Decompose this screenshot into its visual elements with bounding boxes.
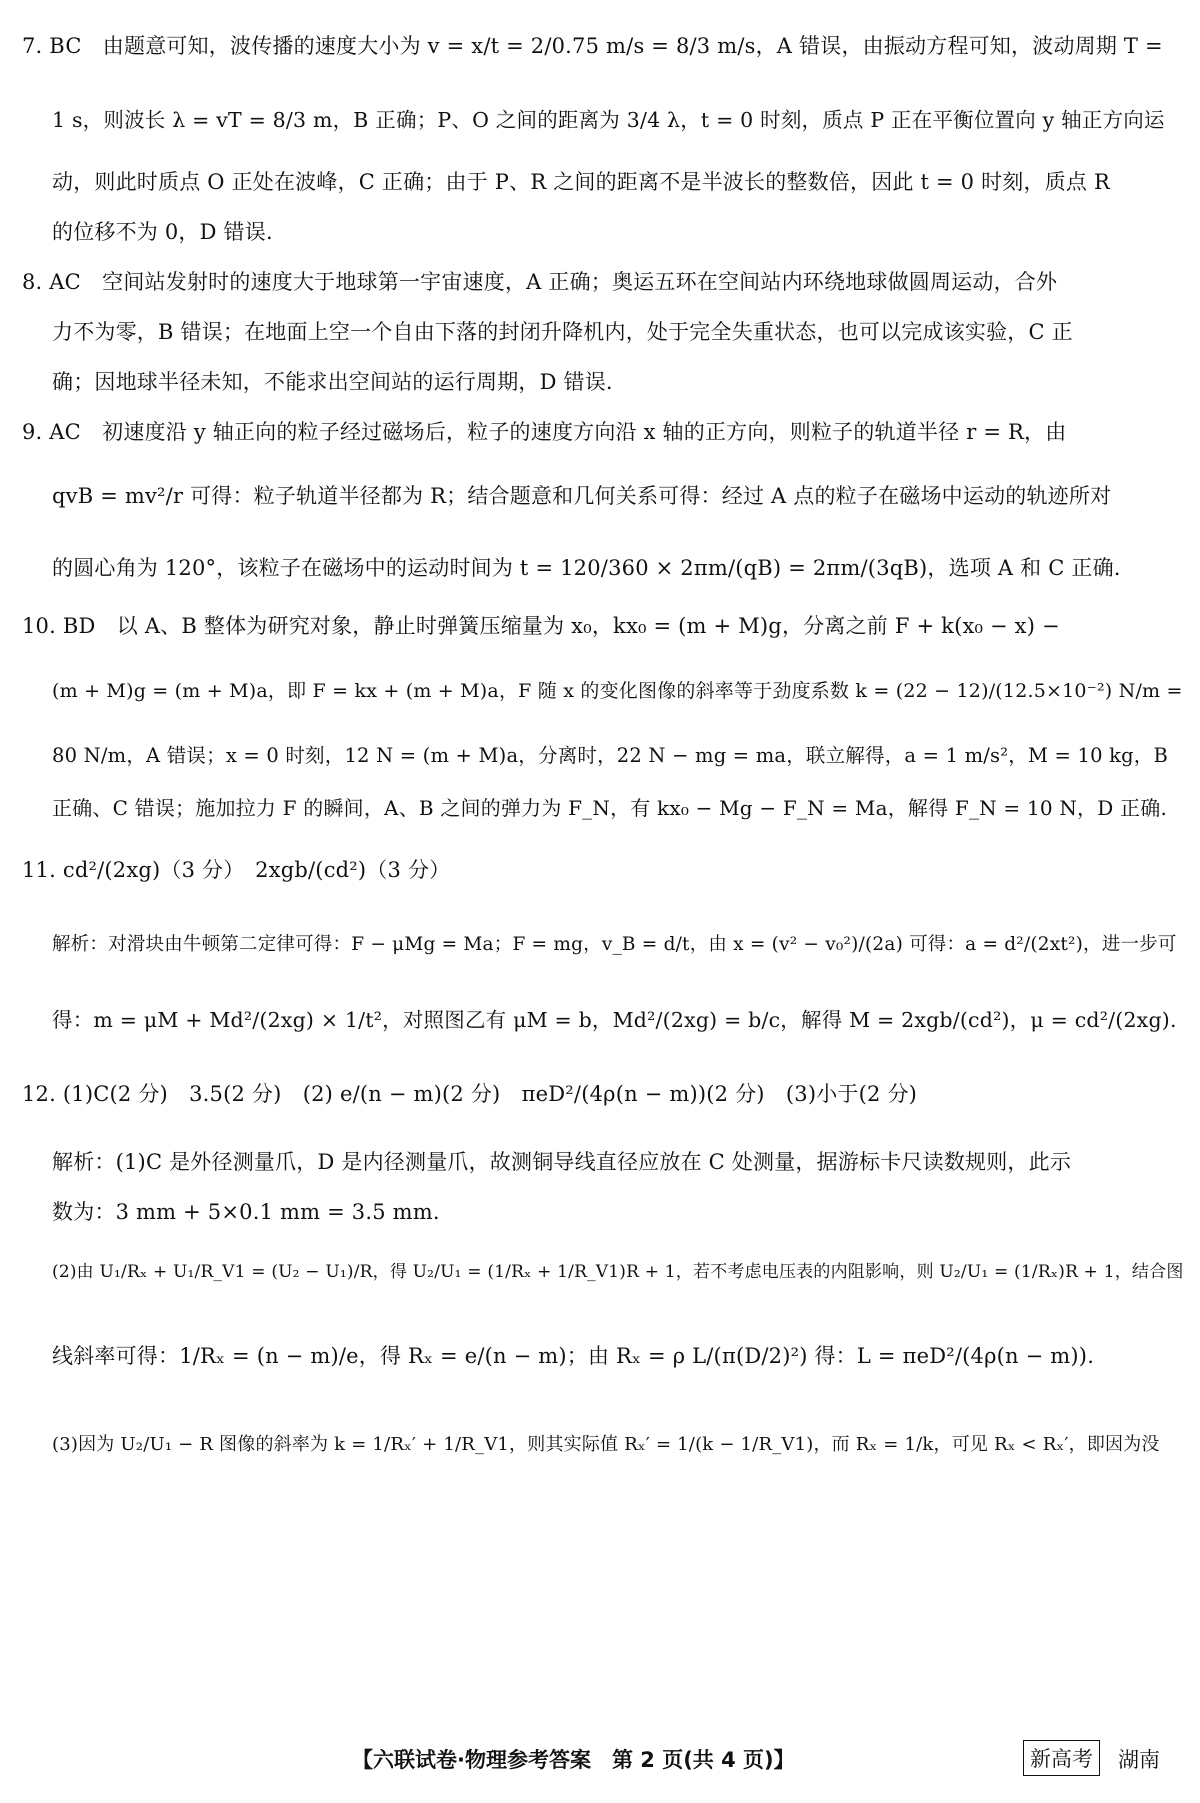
q8-line-3: 确；因地球半径未知，不能求出空间站的运行周期，D 错误. xyxy=(52,370,613,394)
q11-analysis-line-2: 得：m = μM + Md²/(2xg) × 1/t²，对照图乙有 μM = b，Md²/(2xg) = b/c，解得 M = 2xgb/(cd²)，μ = cd²/(2xg). xyxy=(52,1008,1177,1032)
q12-answer-line: 12. (1)C(2 分) 3.5(2 分) (2) e/(n − m)(2 分) πeD²/(4ρ(n − m))(2 分) (3)小于(2 分) xyxy=(22,1082,918,1106)
q11-answer-line: 11. cd²/(2xg)（3 分） 2xgb/(cd²)（3 分） xyxy=(22,858,451,882)
q9-line-1: 9. AC 初速度沿 y 轴正向的粒子经过磁场后，粒子的速度方向沿 x 轴的正方向，则粒子的轨道半径 r = R，由 xyxy=(22,420,1067,444)
q12-analysis-line-3: (2)由 U₁/Rₓ + U₁/R_V1 = (U₂ − U₁)/R，得 U₂/U₁ = (1/Rₓ + 1/R_V1)R + 1，若不考虑电压表的内阻影响，则 U₂/U₁ = (1/Rₓ)R + 1，结合图 xyxy=(52,1262,1184,1282)
q10-line-3: 80 N/m，A 错误；x = 0 时刻，12 N = (m + M)a，分离时，22 N − mg = ma，联立解得，a = 1 m/s²，M = 10 kg，B xyxy=(52,744,1169,767)
q7-line-2: 1 s，则波长 λ = vT = 8/3 m，B 正确；P、O 之间的距离为 3/4 λ，t = 0 时刻，质点 P 正在平衡位置向 y 轴正方向运 xyxy=(52,108,1165,132)
q12-analysis-line-2: 数为：3 mm + 5×0.1 mm = 3.5 mm. xyxy=(52,1200,440,1224)
q12-analysis-line-5: (3)因为 U₂/U₁ − R 图像的斜率为 k = 1/Rₓ′ + 1/R_V1，则其实际值 Rₓ′ = 1/(k − 1/R_V1)，而 Rₓ = 1/k，可见 Rₓ < Rₓ′，即因为没 xyxy=(52,1434,1160,1455)
q12-analysis-line-1: 解析：(1)C 是外径测量爪，D 是内径测量爪，故测铜导线直径应放在 C 处测量，据游标卡尺读数规则，此示 xyxy=(52,1150,1072,1174)
q7-line-1: 7. BC 由题意可知，波传播的速度大小为 v = x/t = 2/0.75 m/s = 8/3 m/s，A 错误，由振动方程可知，波动周期 T = xyxy=(22,34,1163,58)
q7-line-4: 的位移不为 0，D 错误. xyxy=(52,220,273,244)
footer-badge: 新高考 xyxy=(1023,1740,1100,1776)
q10-line-1: 10. BD 以 A、B 整体为研究对象，静止时弹簧压缩量为 x₀，kx₀ = (m + M)g，分离之前 F + k(x₀ − x) − xyxy=(22,614,1060,638)
q8-line-1: 8. AC 空间站发射时的速度大于地球第一宇宙速度，A 正确；奥运五环在空间站内环绕地球做圆周运动，合外 xyxy=(22,270,1058,294)
footer-region: 湖南 xyxy=(1118,1748,1160,1772)
q9-line-3: 的圆心角为 120°，该粒子在磁场中的运动时间为 t = 120/360 × 2πm/(qB) = 2πm/(3qB)，选项 A 和 C 正确. xyxy=(52,556,1121,580)
q8-line-2: 力不为零，B 错误；在地面上空一个自由下落的封闭升降机内，处于完全失重状态，也可以完成该实验，C 正 xyxy=(52,320,1073,344)
q10-line-4: 正确、C 错误；施加拉力 F 的瞬间，A、B 之间的弹力为 F_N，有 kx₀ − Mg − F_N = Ma，解得 F_N = 10 N，D 正确. xyxy=(52,796,1167,820)
q10-line-2: (m + M)g = (m + M)a，即 F = kx + (m + M)a，F 随 x 的变化图像的斜率等于劲度系数 k = (22 − 12)/(12.5×10⁻²) N/m = xyxy=(52,680,1183,702)
q7-line-3: 动，则此时质点 O 正处在波峰，C 正确；由于 P、R 之间的距离不是半波长的整数倍，因此 t = 0 时刻，质点 R xyxy=(52,170,1110,194)
footer-title: 【六联试卷·物理参考答案 第 2 页(共 4 页)】 xyxy=(352,1748,795,1772)
q11-analysis-line-1: 解析：对滑块由牛顿第二定律可得：F − μMg = Ma；F = mg，v_B = d/t，由 x = (v² − v₀²)/(2a) 可得：a = d²/(2xt²)，进一步可 xyxy=(52,934,1177,955)
q9-line-2: qvB = mv²/r 可得：粒子轨道半径都为 R；结合题意和几何关系可得：经过 A 点的粒子在磁场中运动的轨迹所对 xyxy=(52,484,1112,508)
q12-analysis-line-4: 线斜率可得：1/Rₓ = (n − m)/e，得 Rₓ = e/(n − m)；由 Rₓ = ρ L/(π(D/2)²) 得：L = πeD²/(4ρ(n − m)). xyxy=(52,1344,1095,1368)
